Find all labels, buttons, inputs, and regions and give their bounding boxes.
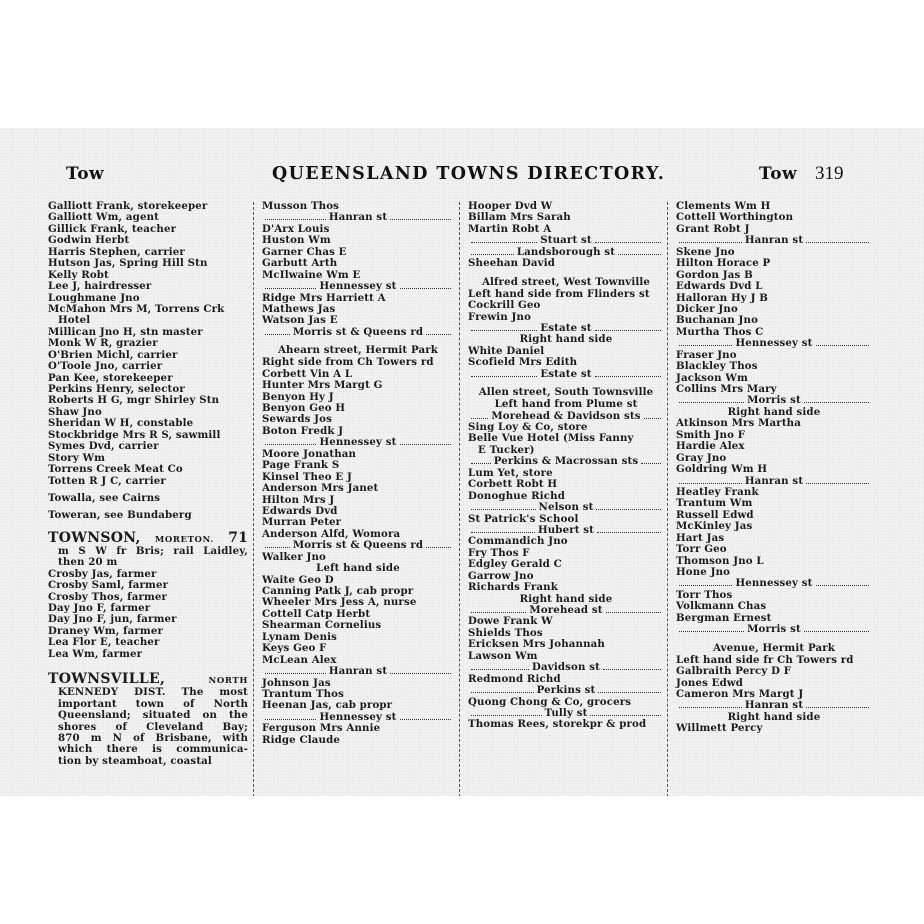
directory-entry: Sewards Jos [262, 413, 332, 426]
directory-entry: Trantum Wm [676, 497, 753, 510]
directory-entry: Galliott Frank, storekeeper [48, 200, 208, 212]
dot-leader [597, 525, 661, 533]
directory-entry: Johnson Jas [262, 676, 331, 689]
dot-leader [471, 708, 542, 716]
dot-leader [265, 712, 316, 720]
directory-entry: Russell Edwd [676, 508, 754, 521]
directory-entry: Murtha Thos C [676, 325, 764, 338]
dot-leader [265, 666, 326, 674]
town-description-line: KENNEDY DIST. The most [58, 686, 248, 699]
directory-entry: Loughmane Jno [48, 291, 140, 304]
directory-entry: Waite Geo D [262, 573, 334, 586]
directory-entry: Skene Jno [676, 245, 735, 258]
directory-entry: Harris Stephen, carrier [48, 245, 185, 258]
dot-leader [595, 235, 661, 243]
directory-entry: Edgley Gerald C [468, 558, 562, 571]
column-divider [253, 202, 254, 796]
directory-entry: Shields Thos [468, 626, 543, 639]
directory-entry: Roberts H G, mgr Shirley Stn [48, 394, 220, 407]
street-separator [468, 502, 664, 513]
directory-entry: Benyon Hy J [262, 390, 334, 403]
town-description [48, 687, 248, 767]
directory-entry: Sing Loy & Co, store [468, 421, 588, 433]
directory-entry: Millican Jno H, stn master [48, 325, 203, 338]
directory-entry: Torr Thos [676, 588, 733, 601]
dot-leader [598, 685, 661, 693]
directory-entry: Trantum Thos [262, 687, 344, 700]
directory-entry: Frewin Jno [468, 310, 532, 323]
dot-leader [679, 235, 742, 243]
directory-entry: Cockrill Geo [468, 299, 541, 312]
left-guide-word: Tow [66, 164, 105, 184]
directory-entry: Blackley Thos [676, 360, 758, 373]
town-description-line: shores of Cleveland Bay; [58, 720, 248, 733]
dot-leader [471, 411, 488, 419]
dot-leader [400, 712, 451, 720]
directory-entry: Stockbridge Mrs R S, sawmill [48, 428, 221, 441]
street-separator [262, 666, 454, 677]
directory-entry: Sheridan W H, constable [48, 417, 194, 430]
directory-entry: Quong Chong & Co, grocers [468, 695, 632, 708]
directory-entry: Boton Fredk J [262, 424, 344, 437]
cross-street-label: Perkins & Macrossan sts [493, 455, 639, 468]
cross-street-label: Tully st [544, 706, 588, 719]
directory-entry: Mathews Jas [262, 302, 336, 315]
right-guide-word: Tow [759, 164, 798, 184]
directory-entry: Ridge Claude [262, 733, 341, 746]
directory-entry: Jackson Wm [676, 371, 748, 384]
directory-entry: E Tucker) [478, 443, 535, 456]
directory-entry: Anderson Mrs Janet [262, 482, 379, 495]
directory-entry: McKinley Jas [676, 520, 753, 533]
column-divider [459, 202, 460, 796]
directory-entry: Ridge Mrs Harriett A [262, 291, 386, 304]
directory-page [0, 128, 924, 796]
directory-entry: Wheeler Mrs Jess A, nurse [262, 596, 417, 609]
town-name: TOWNSON, [48, 529, 141, 546]
column-2 [262, 201, 454, 746]
cross-street-label: Stuart st [540, 234, 592, 247]
column-3 [468, 201, 664, 731]
directory-entry: Hilton Horace P [676, 257, 771, 270]
side-heading: Left hand side [316, 562, 400, 575]
town-description: m S W fr Bris; rail Laidley, [58, 544, 248, 557]
directory-entry: Garner Chas E [262, 245, 347, 258]
directory-entry: Huston Wm [262, 234, 331, 247]
directory-entry: Buchanan Jno [676, 314, 759, 327]
town-name: TOWNSVILLE, [48, 671, 166, 688]
side-heading: Right hand side [519, 592, 613, 605]
directory-entry: Willmett Percy [676, 722, 763, 735]
dot-leader [679, 700, 742, 708]
dot-leader [390, 666, 451, 674]
dot-leader [679, 476, 742, 484]
directory-entry: Shearman Cornelius [262, 619, 382, 632]
directory-entry: Day Jno F, jun, farmer [48, 613, 177, 626]
directory-entry: Smith Jno F [676, 428, 746, 441]
cross-street-label: Morris st & Queens rd [292, 325, 424, 338]
directory-entry: Anderson Alfd, Womora [262, 527, 401, 540]
dot-leader [426, 540, 451, 548]
cross-street-label: Hanran st [744, 699, 804, 712]
town-description-line: tion by steamboat, coastal [58, 754, 212, 767]
dot-leader [400, 437, 451, 445]
directory-entry: Redmond Richd [468, 672, 561, 685]
directory-entry: Page Frank S [262, 459, 340, 472]
entry-list [48, 569, 248, 661]
cross-street-label: Hubert st [537, 523, 595, 536]
dot-leader [679, 395, 744, 403]
dot-leader [806, 476, 869, 484]
directory-entry: Garbutt Arth [262, 257, 338, 270]
dot-leader [816, 338, 869, 346]
dot-leader [596, 502, 661, 510]
directory-entry: Godwin Herbt [48, 234, 130, 247]
directory-entry: Richards Frank [468, 581, 558, 594]
directory-entry: Lee J, hairdresser [48, 280, 152, 293]
directory-entry: Dowe Frank W [468, 615, 553, 628]
directory-entry: Draney Wm, farmer [48, 624, 164, 637]
directory-entry: Clements Wm H [676, 200, 771, 212]
directory-entry: Shaw Jno [48, 405, 102, 418]
column-1 [48, 201, 248, 767]
side-heading: Left hand from Plume st [494, 398, 638, 411]
cross-street-label: Nelson st [538, 501, 594, 514]
dot-leader [471, 369, 537, 377]
entry-list [48, 201, 248, 487]
directory-entry: Kelly Robt [48, 268, 109, 281]
street-heading: Allen street, South Townsville [478, 386, 654, 399]
dot-leader [618, 247, 661, 255]
cross-street-label: Davidson st [532, 661, 600, 674]
town-district: MORETON. [154, 534, 214, 545]
dot-leader [679, 624, 744, 632]
dot-leader [606, 605, 661, 613]
dot-leader [265, 327, 290, 335]
directory-entry: Walker Jno [262, 550, 327, 563]
directory-entry: Murran Peter [262, 516, 342, 529]
dot-leader [426, 327, 451, 335]
cross-street-label: Morris st & Queens rd [292, 539, 424, 552]
directory-entry: Heenan Jas, cab propr [262, 699, 393, 712]
directory-entry: Dicker Jno [676, 302, 738, 315]
directory-entry: Hotel [58, 314, 91, 327]
cross-street-label: Morris st [747, 623, 801, 636]
side-heading: Right hand side [519, 333, 613, 346]
dot-leader [471, 502, 536, 510]
directory-entry: Hone Jno [676, 566, 731, 578]
directory-entry: McIlwaine Wm E [262, 268, 361, 281]
directory-entry: Goldring Wm H [676, 463, 768, 476]
dot-leader [471, 456, 491, 464]
dot-leader [471, 605, 526, 613]
town-heading-townson [48, 531, 248, 546]
town-district: NORTH [208, 676, 248, 687]
street-heading: Alfred street, West Townville [481, 275, 651, 288]
cross-street-label: Morehead & Davidson sts [491, 409, 641, 422]
directory-entry: Benyon Geo H [262, 402, 346, 414]
directory-entry: St Patrick's School [468, 512, 579, 525]
directory-entry: Edwards Dvd [262, 504, 338, 517]
page-title: QUEENSLAND TOWNS DIRECTORY. [272, 164, 666, 184]
dot-leader [595, 323, 661, 331]
dot-leader [806, 700, 869, 708]
directory-entry: Billam Mrs Sarah [468, 211, 571, 224]
cross-reference: Toweran, see Bundaberg [48, 509, 192, 522]
directory-entry: Canning Patk J, cab propr [262, 585, 414, 597]
directory-entry: O'Toole Jno, carrier [48, 360, 163, 373]
street-separator [468, 685, 664, 696]
directory-entry: Atkinson Mrs Martha [676, 417, 801, 430]
directory-entry: Perkins Henry, selector [48, 383, 185, 395]
cross-street-label: Hanran st [328, 665, 388, 678]
dot-leader [471, 247, 514, 255]
dot-leader [471, 662, 529, 670]
cross-street-label: Estate st [540, 321, 592, 334]
directory-entry: Lea Wm, farmer [48, 647, 143, 660]
directory-entry: Halloran Hy J B [676, 291, 769, 304]
directory-entry: Torr Geo [676, 543, 727, 556]
dot-leader [816, 578, 869, 586]
dot-leader [400, 281, 451, 289]
directory-entry: Ferguson Mrs Annie [262, 722, 381, 735]
directory-entry: O'Brien Michl, carrier [48, 348, 178, 361]
directory-entry: Martin Robt A [468, 222, 552, 235]
directory-entry: Keys Geo F [262, 642, 327, 655]
side-heading: Right hand side [727, 710, 821, 723]
cross-street-label: Hennessey st [319, 436, 397, 449]
directory-entry: White Daniel [468, 344, 545, 357]
directory-entry: Cottell Catp Herbt [262, 607, 371, 620]
cross-street-label: Hennessey st [735, 577, 813, 590]
dot-leader [804, 624, 869, 632]
directory-entry: Crosby Saml, farmer [48, 579, 169, 592]
directory-entry: Commandich Jno [468, 535, 568, 548]
town-description-line: which there is communica- [58, 743, 248, 756]
directory-entry: Gray Jno [676, 451, 727, 464]
street-separator [262, 327, 454, 338]
directory-entry: Gordon Jas B [676, 268, 753, 281]
dot-leader [471, 235, 537, 243]
street-separator [262, 281, 454, 292]
directory-entry: Kinsel Theo E J [262, 470, 352, 483]
town-distance: 71 [228, 529, 248, 546]
street-separator [676, 338, 872, 349]
directory-entry: Lum Yet, store [468, 466, 553, 479]
directory-entry: Thomas Rees, storekpr & prod [468, 718, 647, 731]
directory-entry: Fry Thos F [468, 546, 530, 559]
dot-leader [265, 437, 316, 445]
street-heading: Ahearn street, Hermit Park [278, 344, 438, 357]
directory-entry: Gillick Frank, teacher [48, 222, 177, 235]
cross-street-label: Estate st [540, 367, 592, 380]
directory-entry: Thomson Jno L [676, 554, 764, 567]
directory-entry: Galbraith Percy D F [676, 665, 792, 678]
cross-street-label: Hanran st [328, 211, 388, 224]
town-description-line: important town of North [58, 697, 248, 710]
directory-entry: Watson Jas E [262, 314, 338, 327]
dot-leader [603, 662, 661, 670]
directory-entry: Lawson Wm [468, 649, 538, 662]
directory-entry: Crosby Thos, farmer [48, 590, 168, 603]
directory-entry: Grant Robt J [676, 222, 750, 235]
street-separator [676, 624, 872, 635]
dot-leader [644, 411, 661, 419]
directory-entry: Hooper Dvd W [468, 200, 553, 212]
directory-entry: Story Wm [48, 451, 106, 464]
directory-entry: Symes Dvd, carrier [48, 440, 159, 453]
dot-leader [471, 525, 535, 533]
directory-entry: Ericksen Mrs Johannah [468, 638, 605, 651]
dot-leader [390, 212, 451, 220]
directory-entry: Pan Kee, storekeeper [48, 371, 173, 384]
cross-street-label: Perkins st [536, 684, 596, 697]
directory-entry: Right side from Ch Towers rd [262, 356, 434, 369]
directory-entry: Belle Vue Hotel (Miss Fanny [468, 432, 634, 445]
dot-leader [806, 235, 869, 243]
directory-entry: Jones Edwd [676, 676, 744, 689]
directory-entry: Left hand side from Flinders st [468, 287, 650, 300]
dot-leader [595, 369, 661, 377]
directory-entry: Hutson Jas, Spring Hill Stn [48, 257, 208, 270]
town-description-line: 870 m N of Brisbane, with [58, 731, 248, 744]
directory-entry: Lea Flor E, teacher [48, 636, 160, 649]
directory-entry: Crosby Jas, farmer [48, 567, 157, 580]
directory-entry: McMahon Mrs M, Torrens Crk [48, 302, 225, 315]
directory-entry: McLean Alex [262, 653, 337, 666]
cross-street-label: Hanran st [744, 474, 804, 487]
directory-entry: Galliott Wm, agent [48, 211, 159, 224]
directory-entry: Heatley Frank [676, 485, 759, 498]
directory-entry: Scofield Mrs Edith [468, 356, 578, 369]
directory-entry: Cameron Mrs Margt J [676, 687, 804, 700]
directory-entry: Torrens Creek Meat Co [48, 463, 183, 476]
cross-street-label: Morris st [747, 394, 801, 407]
column-4 [676, 201, 872, 735]
directory-entry: Collins Mrs Mary [676, 383, 777, 395]
street-separator [262, 540, 454, 551]
directory-entry: Volkmann Chas [676, 600, 767, 613]
cross-reference: Towalla, see Cairns [48, 491, 161, 504]
directory-entry: Musson Thos [262, 200, 340, 212]
street-heading: Avenue, Hermit Park [713, 641, 835, 654]
town-description: then 20 m [58, 556, 118, 569]
directory-entry: Edwards Dvd L [676, 280, 763, 293]
dot-leader [265, 281, 316, 289]
cross-street-label: Morehead st [529, 604, 603, 616]
town-heading-townsville [48, 672, 248, 687]
directory-entry: Hilton Mrs J [262, 493, 335, 506]
cross-street-label: Hanran st [744, 234, 804, 247]
side-heading: Right hand side [727, 405, 821, 418]
directory-entry: Bergman Ernest [676, 611, 772, 624]
page-number: 319 [815, 163, 844, 184]
directory-entry: Fraser Jno [676, 348, 737, 361]
cross-street-label: Hennessey st [735, 337, 813, 350]
directory-entry: Donoghue Richd [468, 489, 565, 502]
dot-leader [590, 708, 661, 716]
directory-entry: Hardie Alex [676, 440, 745, 453]
column-divider [667, 202, 668, 796]
directory-entry: Cottell Worthington [676, 211, 794, 224]
directory-entry: Sheehan David [468, 257, 555, 270]
cross-street-label: Hennessey st [319, 280, 397, 293]
directory-entry: D'Arx Louis [262, 222, 330, 235]
dot-leader [679, 578, 732, 586]
directory-entry: Garrow Jno [468, 569, 534, 582]
directory-entry: Monk W R, grazier [48, 337, 158, 350]
town-description-line: Queensland; situated on the [58, 709, 248, 722]
directory-entry: Left hand side fr Ch Towers rd [676, 653, 854, 666]
directory-entry: Moore Jonathan [262, 447, 357, 460]
directory-entry: Lynam Denis [262, 630, 338, 643]
directory-entry: Day Jno F, farmer [48, 602, 151, 614]
directory-entry: Totten R J C, carrier [48, 474, 166, 487]
street-separator [468, 369, 664, 380]
dot-leader [265, 540, 290, 548]
directory-entry: Hunter Mrs Margt G [262, 379, 383, 392]
directory-entry: Corbett Vin A L [262, 367, 353, 380]
directory-entry: Hart Jas [676, 531, 725, 544]
dot-leader [265, 212, 326, 220]
directory-entry: Corbett Robt H [468, 478, 558, 491]
cross-street-label: Landsborough st [516, 245, 616, 258]
dot-leader [471, 323, 537, 331]
cross-street-label: Hennessey st [319, 710, 397, 723]
dot-leader [471, 685, 534, 693]
dot-leader [679, 338, 732, 346]
dot-leader [804, 395, 869, 403]
dot-leader [641, 456, 661, 464]
street-separator [468, 662, 664, 673]
